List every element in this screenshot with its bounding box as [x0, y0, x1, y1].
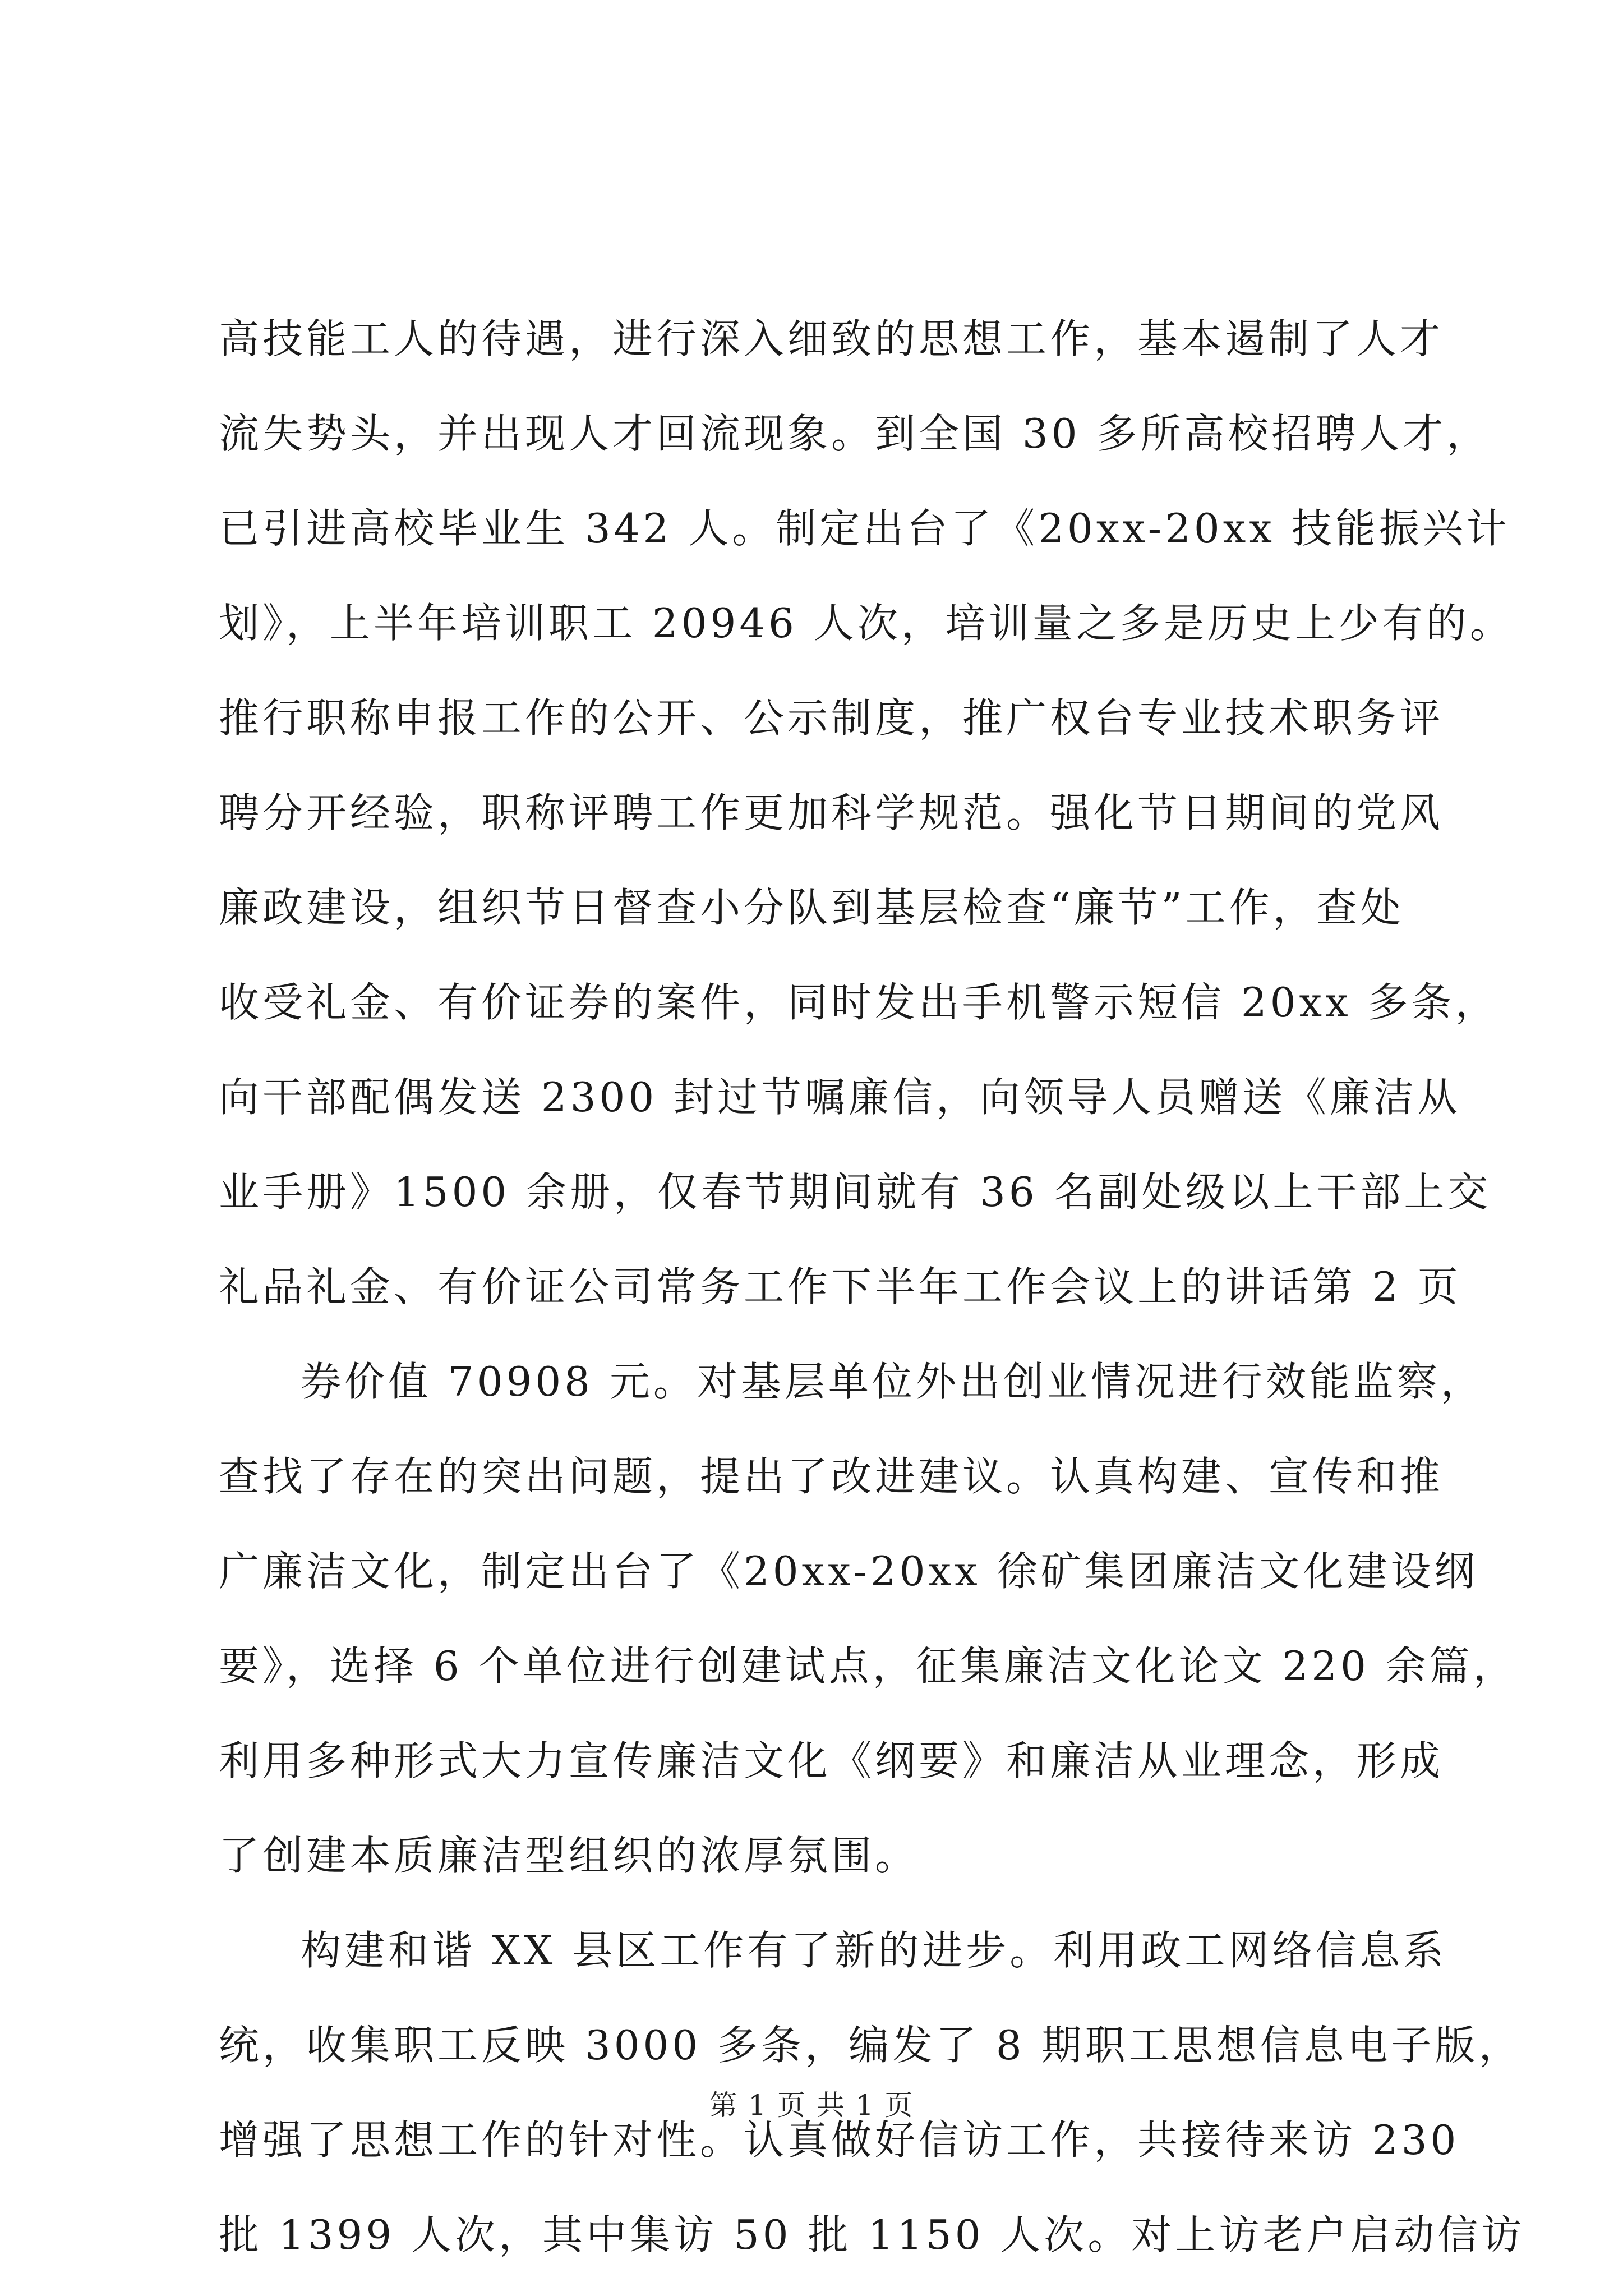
text-line: 流失势头，并出现人才回流现象。到全国 30 多所高校招聘人才， — [219, 410, 1491, 457]
text-line: 划》，上半年培训职工 20946 人次，培训量之多是历史上少有的。 — [219, 600, 1514, 647]
text-line: 利用多种形式大力宣传廉洁文化《纲要》和廉洁从业理念，形成 — [219, 1737, 1444, 1784]
text-line: 增强了思想工作的针对性。认真做好信访工作，共接待来访 230 — [219, 2116, 1460, 2164]
text-line: 广廉洁文化，制定出台了《20xx-20xx 徐矿集团廉洁文化建设纲 — [219, 1548, 1478, 1595]
text-line: 查找了存在的突出问题，提出了改进建议。认真构建、宣传和推 — [219, 1453, 1444, 1500]
paragraph-start-line: 构建和谐 XX 县区工作有了新的进步。利用政工网络信息系 — [301, 1927, 1447, 1974]
document-body — [219, 292, 1525, 2283]
text-line: 了创建本质廉洁型组织的浓厚氛围。 — [219, 1832, 919, 1879]
text-line: 统，收集职工反映 3000 多条，编发了 8 期职工思想信息电子版， — [219, 2022, 1523, 2069]
text-line: 要》，选择 6 个单位进行创建试点，征集廉洁文化论文 220 余篇， — [219, 1642, 1517, 1690]
text-line: 礼品礼金、有价证公司常务工作下半年工作会议上的讲话第 2 页 — [219, 1263, 1461, 1310]
text-line: 廉政建设，组织节日督查小分队到基层检查“廉节”工作，查处 — [219, 884, 1404, 931]
text-line: 聘分开经验，职称评聘工作更加科学规范。强化节日期间的党风 — [219, 789, 1444, 836]
text-line: 收受礼金、有价证券的案件，同时发出手机警示短信 20xx 多条， — [219, 979, 1499, 1026]
paragraph-start-line: 券价值 70908 元。对基层单位外出创业情况进行效能监察， — [301, 1358, 1484, 1405]
text-line: 推行职称申报工作的公开、公示制度，推广权台专业技术职务评 — [219, 694, 1444, 742]
text-line: 批 1399 人次，其中集访 50 批 1150 人次。对上访老户启动信访 — [219, 2211, 1525, 2258]
text-line: 高技能工人的待遇，进行深入细致的思想工作，基本遏制了人才 — [219, 315, 1444, 362]
text-line: 向干部配偶发送 2300 封过节嘱廉信，向领导人员赠送《廉洁从 — [219, 1074, 1461, 1121]
page-footer: 第 1 页 共 1 页 — [709, 2089, 914, 2122]
text-line: 业手册》1500 余册，仅春节期间就有 36 名副处级以上干部上交 — [219, 1168, 1492, 1216]
text-line: 已引进高校毕业生 342 人。制定出台了《20xx-20xx 技能振兴计 — [219, 505, 1510, 552]
